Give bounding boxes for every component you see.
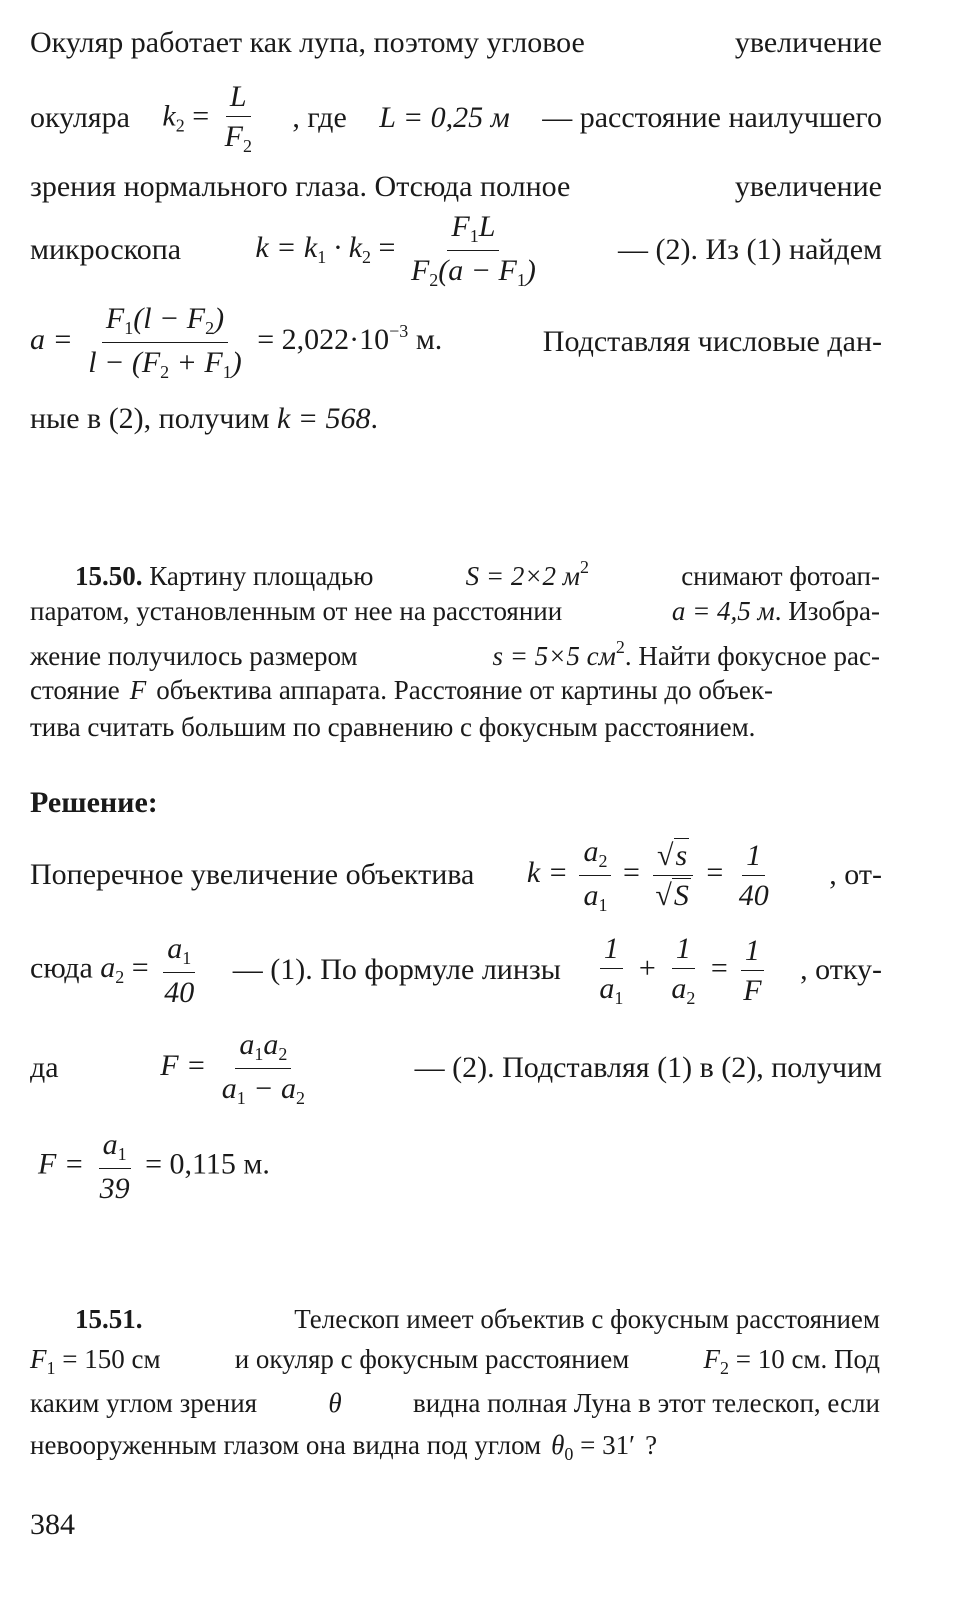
text-line: ные в (2), получим k = 568.: [30, 402, 378, 435]
text-span: микроскопа: [30, 233, 182, 267]
text-span: увеличение: [734, 26, 882, 59]
formula-k2: $k_2$ = $\frac{L}{F_2}$: [162, 80, 260, 157]
text-line: [30, 172, 882, 202]
text-span: окуляра: [30, 101, 130, 135]
problem-number: 15.51.: [75, 1304, 143, 1334]
problem-line: невооруженным глазом она видна под углом $\theta_0 = 31'$ ?: [30, 1430, 658, 1464]
formula-L: L = 0,25 м: [379, 101, 510, 135]
fraction: $\frac{L}{F_2}$: [224, 80, 252, 156]
solution-heading: Решение:: [30, 786, 158, 819]
text-span: Окуляр работает как лупа, поэтому угловое: [30, 26, 585, 59]
text-span: увеличение: [734, 170, 882, 203]
text-span: Подставляя числовые дан-: [542, 325, 882, 359]
text-line: Поперечное увеличение объектива k = $\frac{a_2}{a_1}$ = $\frac{√s}{√S}$ = $\frac{1}{40}$ , от-: [30, 835, 882, 915]
fraction: $\frac{F_1(l - F_2)}{l - (F_2 + F_1)}$: [88, 302, 242, 382]
text-line: сюда $a_2$ = $\frac{a_1}{40}$ — (1). По формуле линзы $\frac{1}{a_1}$ + $\frac{1}{a_2}$ = $\frac{1}{F}$ , отку-: [30, 932, 882, 1009]
text-line: [30, 28, 882, 58]
formula-a: a = $\frac{F_1(l - F_2)}{l - (F_2 + F_1)}$ = $2,022\cdot 10^{-3}$ м.: [30, 302, 443, 382]
text-line: F = $\frac{a_1}{39}$ = 0,115 м.: [38, 1128, 270, 1205]
problem-line: стояние F объектива аппарата. Расстояние от картины до объек-: [30, 675, 773, 705]
formula-k-result: k = 568: [276, 402, 371, 435]
problem-line: каким углом зрения θ видна полная Луна в этот телескоп, если: [30, 1388, 880, 1418]
problem-number: 15.50.: [75, 561, 143, 591]
text-span: зрения нормального глаза. Отсюда полное: [30, 170, 571, 203]
problem-line: $F_1 = 150$ см и окуляр с фокусным расстоянием $F_2 = 10$ см. Под: [30, 1344, 880, 1378]
problem-line: 15.51. Телескоп имеет объектив с фокусным расстоянием: [75, 1304, 880, 1334]
text-span: ные в (2), получим: [30, 402, 270, 435]
fraction: $\frac{F_1L}{F_2(a - F_1)}$: [410, 210, 536, 290]
page-number: 384: [30, 1508, 75, 1541]
text-line: [30, 80, 882, 157]
problem-line: 15.50. Картину площадью S = 2×2 $м^2$ снимают фотоап-: [75, 557, 880, 591]
problem-line: паратом, установленным от нее на расстоянии a = 4,5 м. Изобра-: [30, 596, 880, 626]
formula-k-magnification: k = $\frac{a_2}{a_1}$ = $\frac{√s}{√S}$ = $\frac{1}{40}$: [526, 835, 769, 915]
problem-line: жение получилось размером s = 5×5 $см^2$. Найти фокусное рас-: [30, 637, 880, 671]
text-line: [30, 302, 882, 383]
formula-k: $k = k_1 \cdot k_2$ = $\frac{F_1L}{F_2(a - F_1)}$: [255, 210, 544, 291]
text-span: , где: [292, 101, 347, 135]
text-span: — (2). Из (1) найдем: [618, 233, 882, 267]
problem-line: тива считать большим по сравнению с фокусным расстоянием.: [30, 712, 756, 742]
text-span: — расстояние наилучшего: [542, 101, 882, 135]
text-line: да F = $\frac{a_1a_2}{a_1 - a_2}$ — (2). Подставляя (1) в (2), получим: [30, 1028, 882, 1108]
text-line: [30, 210, 882, 291]
